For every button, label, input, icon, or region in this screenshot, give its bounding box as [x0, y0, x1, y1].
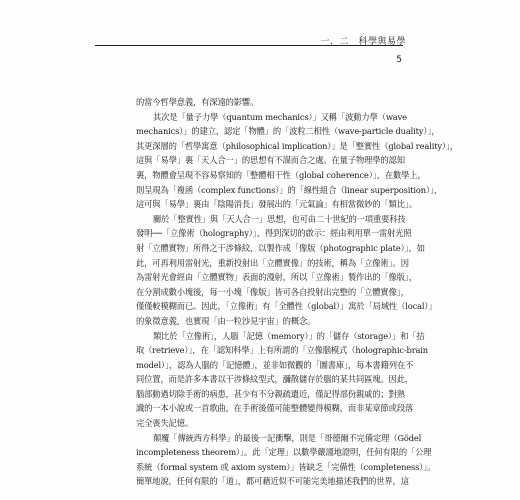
text-line: 裏，物體會呈現不容易察知的「整體相干性（global coherence）」，在數學上， [136, 169, 426, 180]
text-line: 發明──「立像術（holography）」，得到深切的啟示：經由利用單一雷射光照 [136, 228, 412, 239]
header-rule [95, 45, 403, 46]
text-line: 這可與「易學」裏由「陰陽消長」發展出的「元氣論」有相當微妙的「類比」。 [136, 199, 417, 210]
text-line: incompleteness theorem）」。此「定理」以數學嚴謹地證明，任何有限的「公理 [136, 447, 432, 458]
page-header [0, 0, 520, 65]
text-line: 取（retrieve）」，在「認知科學」上有所謂的「立像腦模式（holographic-brain [136, 345, 429, 356]
text-line: 此，可再利用雷射光，重新投射出「立體實像」的技術，稱為「立像術」。因 [136, 257, 409, 268]
paragraph [136, 431, 436, 489]
text-line: 其次是「量子力學（quantum mechanics）」又稱「波動力學（wave [153, 111, 407, 122]
paragraph [136, 329, 429, 431]
text-line: 的象徵意義，也實現「由一粒沙見宇宙」的概念。 [136, 315, 316, 326]
body-text [136, 95, 459, 489]
text-line: 簡單地說，任何有限的「道」，都可藉近似不可能完美地描述我們的世界，這 [136, 476, 409, 487]
text-line: 顛覆「傳統西方科學」的最後一記衝擊，則是「哥德爾不完備定理（Gödel [153, 432, 422, 443]
text-line: 射「立體實物」所得之干涉條紋，以製作成「像版（photographic plate）」，如 [136, 242, 425, 253]
text-line: 的當今哲學意義，有深遠的影響。 [136, 97, 259, 107]
text-line: model）」，認為人腦的「記憶體」，並非如微觀的「圖書庫」，每本書籍列在不 [136, 359, 414, 370]
text-line: 完全喪失記憶。 [136, 418, 194, 429]
paragraph [136, 110, 459, 212]
text-line: 類比於「立像術」，人腦「記憶（memory）」的「儲存（storage）」和「拮 [153, 330, 425, 341]
text-line: 識的一本小說或一首歌曲，在手術後僅可能整體變得模糊，而非某章節或段落 [136, 403, 413, 414]
text-line: 同位置，而是許多本書以干涉條紋型式，瀰散儲存於腦的某共同區塊。因此， [136, 374, 413, 385]
text-line: 其更深層的「哲學寓意（philosophical implication）」是「整實性（global reality）」， [136, 140, 459, 151]
chapter-title: 一．二 科學與易學 [320, 37, 406, 47]
text-line: mechanics）」的建立，認定「物體」的「波粒二相性（wave-particle duality）」， [136, 126, 440, 137]
paragraph [136, 212, 437, 329]
paragraph [136, 95, 406, 110]
text-line: 腦部動過切除手術的病患，甚少有不分親疏遺近，僅記得部份親戚的；對熟 [136, 388, 405, 399]
text-line: 關於「整實性」與「天人合一」思想，也可由二十世紀的一項重要科技 [153, 213, 406, 224]
text-line: 為雷射光會經由「立體實物」表面的漫射，所以「立像術」製作出的「像版」， [136, 272, 417, 283]
text-line: 僅僅較模糊而已。因此，「立像術」有「全體性（global）」寓於「局域性（local）」 [136, 301, 437, 312]
text-line: 系統（formal system 或 axiom system）」皆缺乏「完備性（completeness）」。 [136, 461, 436, 472]
text-line: 這與「易學」裏「天人合一」的思想有不謀而合之處。在量子物理學的認知 [136, 155, 405, 166]
text-line: 在分割成數小塊後，每一小塊「像版」皆可各自投射出完整的「立體實像」， [136, 286, 409, 297]
page-number: 5 [396, 55, 402, 65]
text-line: 則呈現為「複函（complex functions）」的「線性組合（linear superposition）」， [136, 184, 443, 195]
